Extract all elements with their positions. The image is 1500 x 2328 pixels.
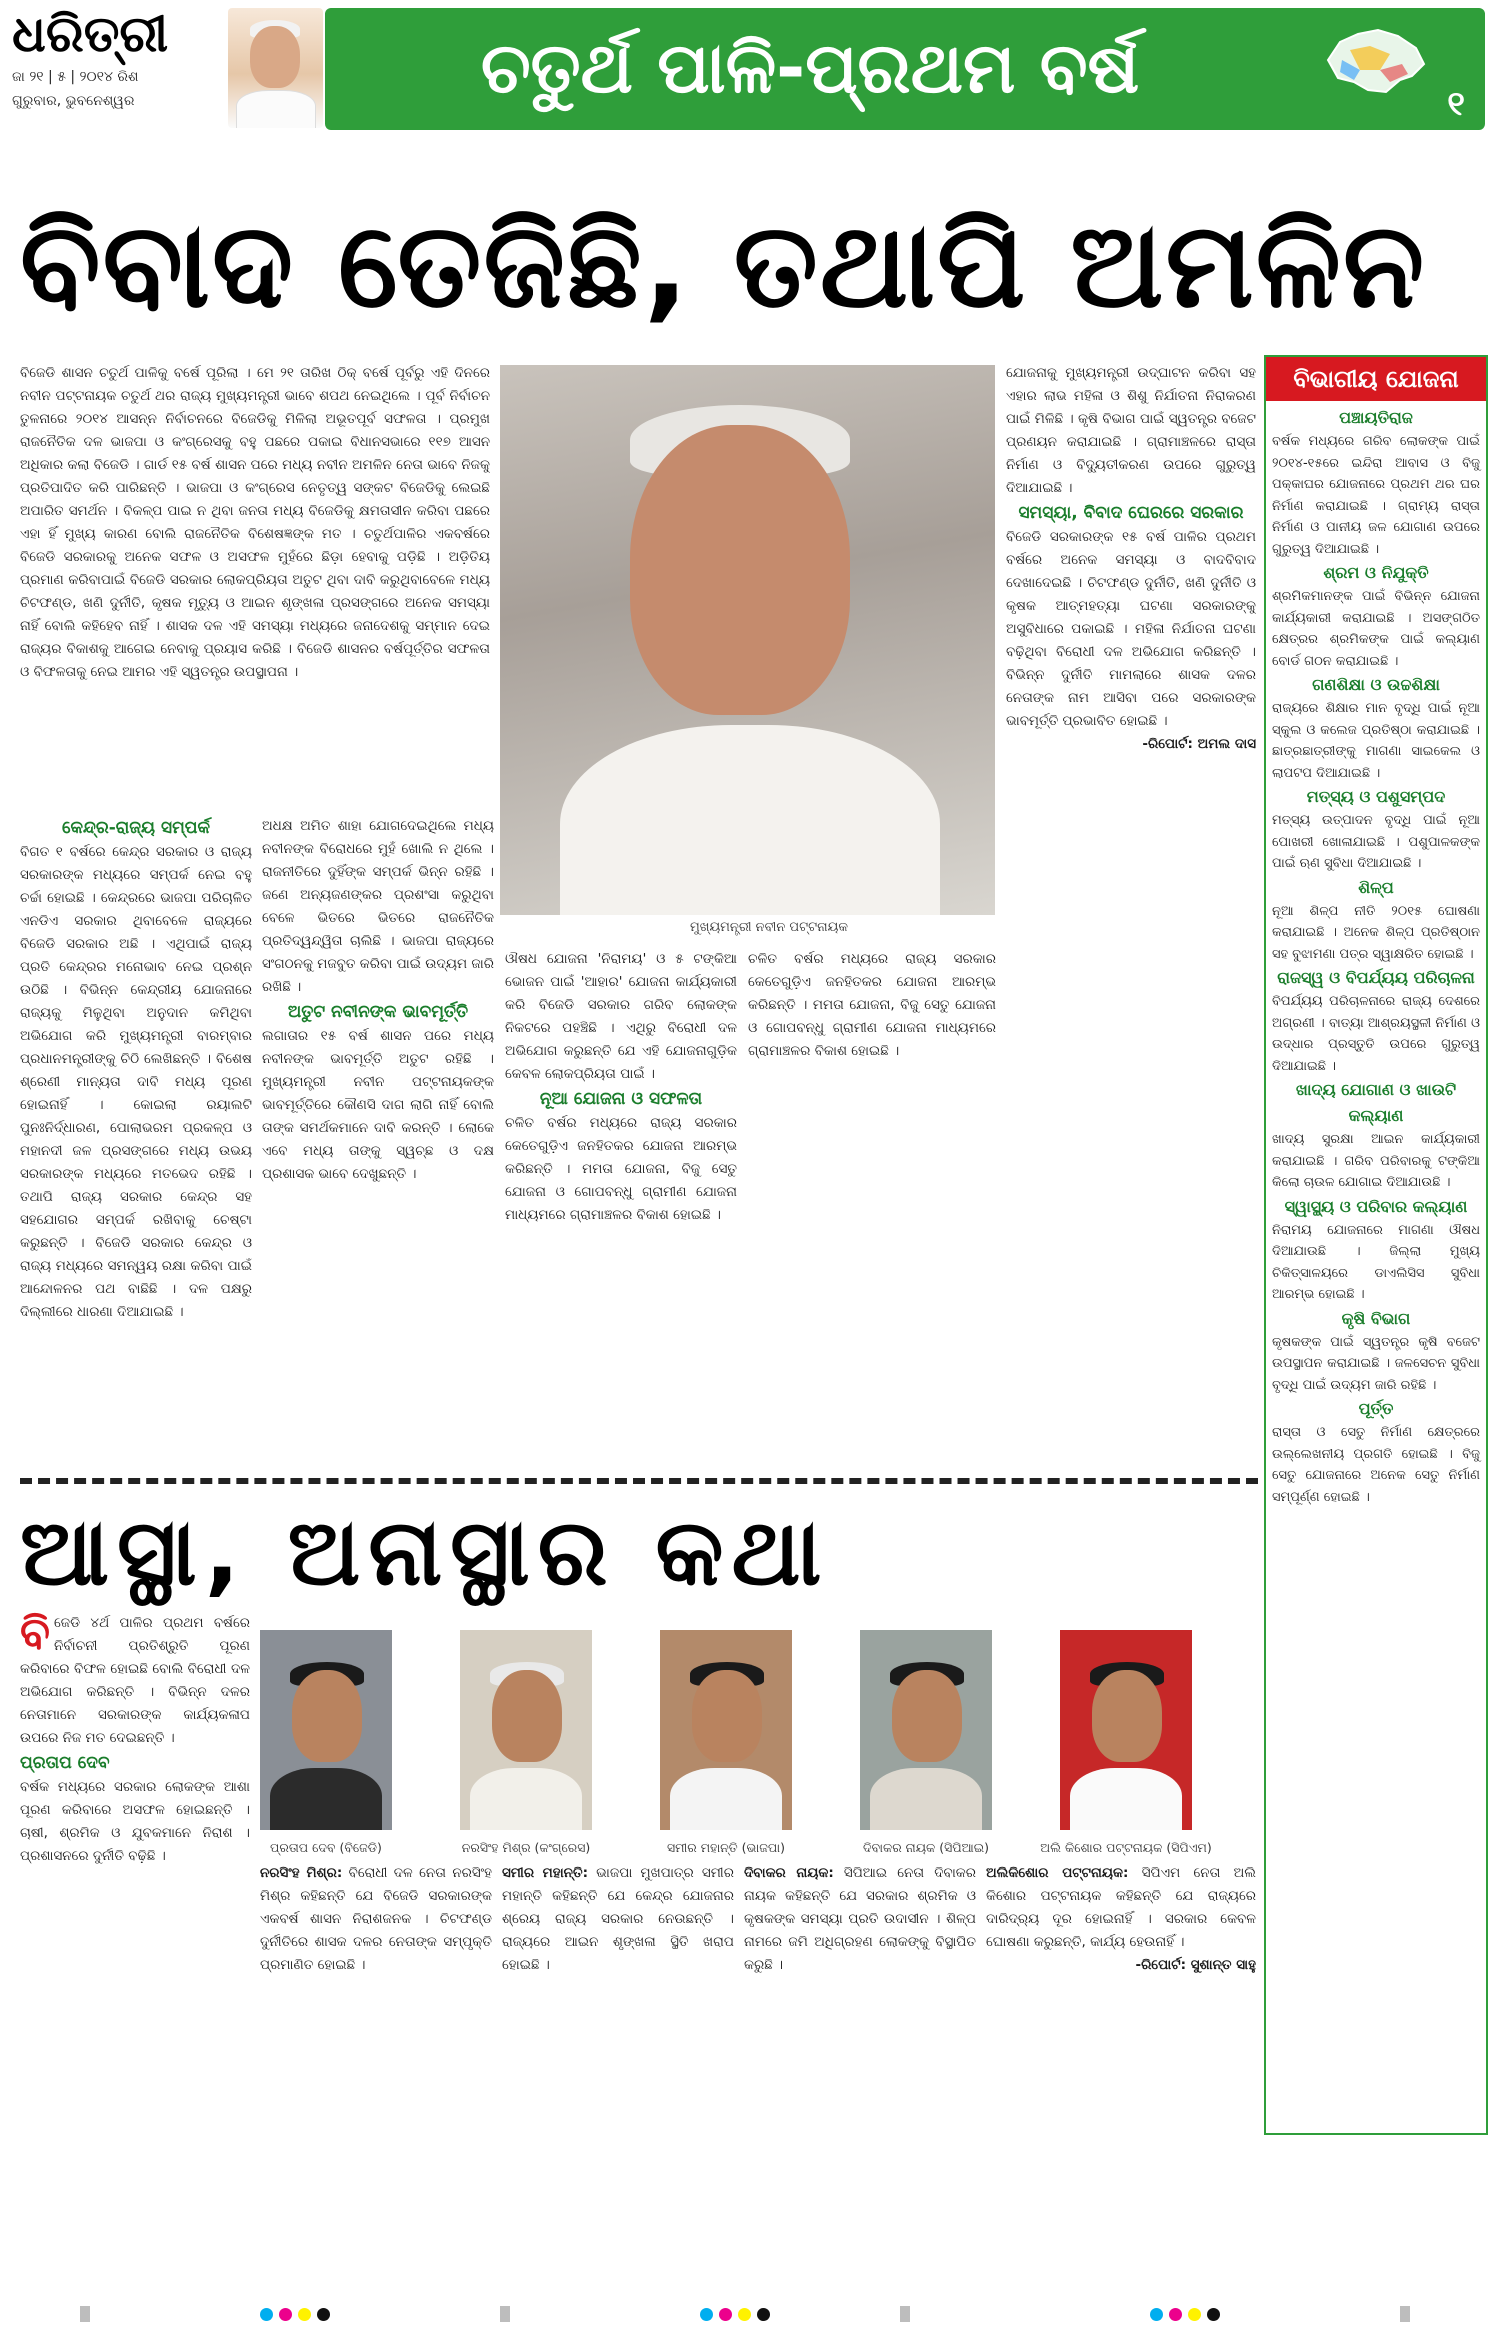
speaker-name: ଦିବାକର ନାୟକ: [744, 1865, 834, 1881]
issue-place: ଗୁରୁବାର, ଭୁବନେଶ୍ୱର [12, 93, 135, 109]
column-text: ବିଜେଡି ସରକାରଙ୍କ ୧୫ ବର୍ଷ ପାଳିର ପ୍ରଥମ ବର୍ଷରେ ଅନେକ ସମସ୍ୟା ଓ ବାଦବିବାଦ ଦେଖାଦେଇଛି । ଚିଟଫଣ୍ଡ ଦୁର୍ନୀତି, ଖଣି ଦୁର୍ନୀତି ଓ କୃଷକ ଆତ୍ମହତ୍ୟା ଘଟଣା ସରକାରଙ୍କୁ ଅସୁବିଧାରେ ପକାଇଛି । ମହିଳା ନିର୍ଯାତନା ଘଟଣା ବଢ଼ିଥିବା ବିରୋଧୀ ଦଳ ଅଭିଯୋଗ କରିଛନ୍ତି । ବିଭିନ୍ନ ଦୁର୍ନୀତି ମାମଲାରେ ଶାସକ ଦଳର ନେତାଙ୍କ ନାମ ଆସିବା ପରେ ସରକାରଙ୍କ ଭାବମୂର୍ତ୍ତି ପ୍ରଭାବିତ ହୋଇଛି । [1006, 529, 1256, 729]
section-heading: ଅତୁଟ ନବୀନଙ୍କ ଭାବମୂର୍ତ୍ତି [287, 1002, 469, 1022]
article-column-2 [262, 815, 494, 1465]
sidebar-section-heading: ପଞ୍ଚାୟତିରାଜ [1339, 408, 1413, 427]
sidebar-body [1266, 401, 1486, 1512]
anniversary-banner [325, 8, 1485, 130]
chief-minister-photo [500, 365, 995, 915]
second-story-column-3 [502, 1862, 734, 2297]
speaker-name: ଅଲିକିଶୋର ପଟ୍ଟନାୟକ: [986, 1865, 1129, 1881]
departmental-schemes-sidebar [1264, 355, 1488, 2135]
crop-mark [1400, 2306, 1410, 2322]
portrait-pratap-deb [260, 1630, 392, 1830]
sidebar-section-text: ନିରାମୟ ଯୋଜନାରେ ମାଗଣା ଔଷଧ ଦିଆଯାଉଛି । ଜିଲ୍ଲା ମୁଖ୍ୟ ଚିକିତ୍ସାଳୟରେ ଡାଏଲିସିସ ସୁବିଧା ଆରମ୍ଭ ହୋଇଛି । [1272, 1222, 1480, 1302]
main-headline: ବିବାଦ ତେଜିଛି, ତଥାପି ଅମଳିନ [20, 196, 1427, 334]
sidebar-section-heading: ପୂର୍ତ୍ତ [1358, 1399, 1394, 1418]
sidebar-section-heading: ମତ୍ସ୍ୟ ଓ ପଶୁସମ୍ପଦ [1306, 787, 1446, 806]
portrait-caption: ସମୀର ମହାନ୍ତି (ଭାଜପା) [667, 1840, 785, 1855]
portrait-caption: ନରସିଂହ ମିଶ୍ର (କଂଗ୍ରେସ) [461, 1840, 591, 1855]
crop-mark [900, 2306, 910, 2322]
section-heading: କେନ୍ଦ୍ର-ରାଜ୍ୟ ସମ୍ପର୍କ [61, 818, 211, 838]
sidebar-section-heading: ଖାଦ୍ୟ ଯୋଗାଣ ଓ ଖାଉଟି କଲ୍ୟାଣ [1295, 1080, 1457, 1125]
section-heading: ପ୍ରତାପ ଦେବ [20, 1753, 110, 1773]
reporter-byline: -ରିପୋର୍ଟ: ଅମଲ ଦାସ [1142, 736, 1256, 752]
chief-minister-thumbnail [228, 8, 323, 128]
article-column-5 [1006, 362, 1256, 1467]
section-heading: ସମସ୍ୟା, ବିବାଦ ଘେରରେ ସରକାର [1018, 503, 1244, 523]
column-text: ଚଳିତ ବର୍ଷର ମଧ୍ୟରେ ରାଜ୍ୟ ସରକାର କେତେଗୁଡ଼ିଏ ଜନହିତକର ଯୋଜନା ଆରମ୍ଭ କରିଛନ୍ତି । ମମତା ଯୋଜନା, ବିଜୁ ସେତୁ ଯୋଜନା ଓ ଗୋପବନ୍ଧୁ ଗ୍ରାମୀଣ ଯୋଜନା ମାଧ୍ୟମରେ ଗ୍ରାମାଞ୍ଚଳର ବିକାଶ ହୋଇଛି । [505, 1115, 737, 1223]
section-heading: ନୂଆ ଯୋଜନା ଓ ସଫଳତା [539, 1089, 703, 1109]
column-text: ଭାଜପା ମୁଖପାତ୍ର ସମୀର ମହାନ୍ତି କହିଛନ୍ତି ଯେ କେନ୍ଦ୍ର ଯୋଜନାର ଶ୍ରେୟ ରାଜ୍ୟ ସରକାର ନେଉଛନ୍ତି । ରାଜ୍ୟରେ ଆଇନ ଶୃଙ୍ଖଳା ସ୍ଥିତି ଖରାପ ହୋଇଛି । [502, 1865, 734, 1973]
column-text: ବିରୋଧୀ ଦଳ ନେତା ନରସିଂହ ମିଶ୍ର କହିଛନ୍ତି ଯେ ବିଜେଡି ସରକାରଙ୍କ ଏକବର୍ଷ ଶାସନ ନିରାଶଜନକ । ଚିଟଫଣ୍ଡ ଦୁର୍ନୀତିରେ ଶାସକ ଦଳର ନେତାଙ୍କ ସମ୍ପୃକ୍ତି ପ୍ରମାଣିତ ହୋଇଛି । [260, 1865, 492, 1973]
color-registration-marks [260, 2308, 330, 2321]
lead-intro [20, 362, 490, 802]
banner-title: ଚତୁର୍ଥ ପାଳି-ପ୍ରଥମ ବର୍ଷ [480, 27, 1140, 109]
sidebar-section-heading: ସ୍ୱାସ୍ଥ୍ୟ ଓ ପରିବାର କଲ୍ୟାଣ [1284, 1196, 1468, 1216]
portrait-caption: ପ୍ରତାପ ଦେବ (ବିଜେଡି) [270, 1840, 382, 1855]
sidebar-section-text: ଶ୍ରମିକମାନଙ୍କ ପାଇଁ ବିଭିନ୍ନ ଯୋଜନା କାର୍ଯ୍ୟକାରୀ କରାଯାଇଛି । ଅସଙ୍ଗଠିତ କ୍ଷେତ୍ରର ଶ୍ରମିକଙ୍କ ପାଇଁ କଲ୍ୟାଣ ବୋର୍ଡ ଗଠନ କରାଯାଇଛି । [1272, 589, 1480, 669]
column-text: ଅଧକ୍ଷ ଅମିତ ଶାହା ଯୋଗଦେଇଥିଲେ ମଧ୍ୟ ନବୀନଙ୍କ ବିରୋଧରେ ମୁହଁ ଖୋଲି ନ ଥିଲେ । ରାଜନୀତିରେ ଦୁହିଁଙ୍କ ସମ୍ପର୍କ ଭିନ୍ନ ରହିଛି । ଜଣେ ଅନ୍ୟଜଣଙ୍କର ପ୍ରଶଂସା କରୁଥିବା ବେଳେ ଭିତରେ ଭିତରେ ରାଜନୈତିକ ପ୍ରତିଦ୍ୱନ୍ଦ୍ୱିତା ଚାଲିଛି । ଭାଜପା ରାଜ୍ୟରେ ସଂଗଠନକୁ ମଜବୁତ କରିବା ପାଇଁ ଉଦ୍ୟମ ଜାରି ରଖିଛି । [262, 818, 494, 995]
page-number: ୧ [1447, 84, 1465, 124]
sidebar-section-heading: ଶ୍ରମ ଓ ନିଯୁକ୍ତି [1323, 563, 1429, 582]
second-story-column-2 [260, 1862, 492, 2297]
section-divider [20, 1478, 1258, 1484]
portrait-ali-kishore-patnaik [1060, 1630, 1192, 1830]
issue-date: ଜା ୨୧ | ୫ | ୨୦୧୪ ରିଶ [12, 69, 139, 85]
column-text: ଲଗାତାର ୧୫ ବର୍ଷ ଶାସନ ପରେ ମଧ୍ୟ ନବୀନଙ୍କ ଭାବମୂର୍ତ୍ତି ଅତୁଟ ରହିଛି । ମୁଖ୍ୟମନ୍ତ୍ରୀ ନବୀନ ପଟ୍ଟନାୟକଙ୍କ ଭାବମୂର୍ତ୍ତିରେ କୌଣସି ଦାଗ ଲାଗି ନାହିଁ ବୋଲି ତାଙ୍କ ସମର୍ଥକମାନେ ଦାବି କରନ୍ତି । ଲୋକେ ଏବେ ମଧ୍ୟ ତାଙ୍କୁ ସ୍ୱଚ୍ଛ ଓ ଦକ୍ଷ ପ୍ରଶାସକ ଭାବେ ଦେଖୁଛନ୍ତି । [262, 1028, 494, 1182]
article-column-1 [20, 815, 252, 1465]
color-registration-marks [700, 2308, 770, 2321]
crop-mark [80, 2306, 90, 2322]
color-registration-marks [1150, 2308, 1220, 2321]
article-column-4 [748, 948, 996, 1465]
odisha-map-icon [1320, 20, 1430, 100]
logo-block [12, 6, 227, 132]
second-story-column-4 [744, 1862, 976, 2297]
portrait-dibakar-nayak [860, 1630, 992, 1830]
lead-intro-text: ବିଜେଡି ଶାସନ ଚତୁର୍ଥ ପାଳିକୁ ବର୍ଷେ ପୂରିଲା । ମେ ୨୧ ତାରିଖ ଠିକ୍ ବର୍ଷେ ପୂର୍ବରୁ ଏହି ଦିନରେ ନବୀନ ପଟ୍ଟନାୟକ ଚତୁର୍ଥ ଥର ରାଜ୍ୟ ମୁଖ୍ୟମନ୍ତ୍ରୀ ଭାବେ ଶପଥ ନେଇଥିଲେ । ପୂର୍ବ ନିର୍ବାଚନ ତୁଳନାରେ ୨୦୧୪ ଆସନ୍ନ ନିର୍ବାଚନରେ ବିଜେଡିକୁ ମିଳିଲା ଅଭୂତପୂର୍ବ ସଫଳତା । ପ୍ରମୁଖ ରାଜନୈତିକ ଦଳ ଭାଜପା ଓ କଂଗ୍ରେସକୁ ବହୁ ପଛରେ ପକାଇ ବିଧାନସଭାରେ ୧୧୭ ଆସନ ଅଧିକାର କଲା ବିଜେଡି । ଗାର୍ଡ ୧୫ ବର୍ଷ ଶାସନ ପରେ ମଧ୍ୟ ନବୀନ ଅମଳିନ ନେତା ଭାବେ ନିଜକୁ ପ୍ରତିପାଦିତ କରି ପାରିଛନ୍ତି । ଭାଜପା ଓ କଂଗ୍ରେସ ନେତୃତ୍ୱ ସଙ୍କଟ ବିଜେଡିକୁ ଲେଇଛି ଅପାରିତ ସମର୍ଥନ । ବିକଳ୍ପ ପାଇ ନ ଥିବା ଜନତା ମଧ୍ୟ ବିଜେଡିକୁ କ୍ଷମତାସୀନ କରିବା ପଛରେ ଏହା ହିଁ ମୁଖ୍ୟ କାରଣ ବୋଲି ରାଜନୈତିକ ବିଶେଷଜ୍ଞଙ୍କ ମତ । ଚତୁର୍ଥପାଳିର ଏକବର୍ଷରେ ବିଜେଡି ସରକାରକୁ ଅନେକ ସଫଳ ଓ ଅସଫଳ ମୁହଁରେ ଛିଡ଼ା ହେବାକୁ ପଡ଼ିଛି । ଅଡ଼ିତିୟ ପ୍ରମାଣ କରିବାପାଇଁ ବିଜେଡି ସରକାର ଲୋକପ୍ରିୟତା ଅତୁଟ ଥିବା ଦାବି କରୁଥିବାବେଳେ ମଧ୍ୟ ଚିଟଫଣ୍ଡ, ଖଣି ଦୁର୍ନୀତି, କୃଷକ ମୃତ୍ୟୁ ଓ ଆଇନ ଶୃଙ୍ଖଳା ପ୍ରସଙ୍ଗରେ ଅନେକ ସମସ୍ୟା ନାହିଁ ବୋଲି କହିହେବ ନାହିଁ । ଶାସକ ଦଳ ଏହି ସମସ୍ୟା ମଧ୍ୟରେ ଜନାଦେଶକୁ ସମ୍ମାନ ଦେଇ ରାଜ୍ୟର ବିକାଶକୁ ଆଗେଇ ନେବାକୁ ପ୍ରୟାସ କରିଛି । ବିଜେଡି ଶାସନର ବର୍ଷପୂର୍ତ୍ତିର ସଫଳତା ଓ ବିଫଳତାକୁ ନେଇ ଆମର ଏହି ସ୍ୱତନ୍ତ୍ର ଉପସ୍ଥାପନା । [20, 365, 490, 680]
portrait-caption: ଅଲି କିଶୋର ପଟ୍ଟନାୟକ (ସିପିଏମ) [1040, 1840, 1212, 1855]
sidebar-section-heading: କୃଷି ବିଭାଗ [1341, 1308, 1411, 1328]
column-text: ଯୋଜନାକୁ ମୁଖ୍ୟମନ୍ତ୍ରୀ ଉଦ୍‌ଘାଟନ କରିବା ସହ ଏହାର ଲାଭ ମହିଳା ଓ ଶିଶୁ ନିର୍ଯାତନା ନିରାକରଣ ପାଇଁ ମିଳିଛି । କୃଷି ବିଭାଗ ପାଇଁ ସ୍ୱତନ୍ତ୍ର ବଜେଟ ପ୍ରଣୟନ କରାଯାଇଛି । ଗ୍ରାମାଞ୍ଚଳରେ ରାସ୍ତା ନିର୍ମାଣ ଓ ବିଦ୍ୟୁତୀକରଣ ଉପରେ ଗୁରୁତ୍ୱ ଦିଆଯାଇଛି । [1006, 365, 1256, 496]
sidebar-section-text: ନୂଆ ଶିଳ୍ପ ନୀତି ୨୦୧୫ ଘୋଷଣା କରାଯାଇଛି । ଅନେକ ଶିଳ୍ପ ପ୍ରତିଷ୍ଠାନ ସହ ବୁଝାମଣା ପତ୍ର ସ୍ୱାକ୍ଷରିତ ହୋଇଛି । [1272, 903, 1480, 962]
column-text: ସିପିଏମ ନେତା ଅଲି କିଶୋର ପଟ୍ଟନାୟକ କହିଛନ୍ତି ଯେ ରାଜ୍ୟରେ ଦାରିଦ୍ର୍ୟ ଦୂର ହୋଇନାହିଁ । ସରକାର କେବଳ ଘୋଷଣା କରୁଛନ୍ତି, କାର୍ଯ୍ୟ ହେଉନାହିଁ । [986, 1865, 1256, 1950]
sidebar-section-heading: ରାଜସ୍ୱ ଓ ବିପର୍ଯ୍ୟୟ ପରିଚାଳନା [1277, 968, 1475, 987]
crop-mark [500, 2306, 510, 2322]
reporter-byline: -ରିପୋର୍ଟ: ସୁଶାନ୍ତ ସାହୁ [1135, 1957, 1256, 1973]
portrait-samir-mohanty [660, 1630, 792, 1830]
speaker-name: ନରସିଂହ ମିଶ୍ର: [260, 1865, 343, 1881]
column-text: ଔଷଧ ଯୋଜନା 'ନିରାମୟ' ଓ ୫ ଟଙ୍କିଆ ଭୋଜନ ପାଇଁ 'ଆହାର' ଯୋଜନା କାର୍ଯ୍ୟକାରୀ କରି ବିଜେଡି ସରକାର ଗରିବ ଲୋକଙ୍କ ନିକଟରେ ପହଞ୍ଚିଛି । ଏଥିରୁ ବିରୋଧୀ ଦଳ ଅଭିଯୋଗ କରୁଛନ୍ତି ଯେ ଏହି ଯୋଜନାଗୁଡ଼ିକ କେବଳ ଲୋକପ୍ରିୟତା ପାଇଁ । [505, 951, 737, 1082]
sidebar-section-text: ରାସ୍ତା ଓ ସେତୁ ନିର୍ମାଣ କ୍ଷେତ୍ରରେ ଉଲ୍ଲେଖନୀୟ ପ୍ରଗତି ହୋଇଛି । ବିଜୁ ସେତୁ ଯୋଜନାରେ ଅନେକ ସେତୁ ନିର୍ମାଣ ସମ୍ପୂର୍ଣ୍ଣ ହୋଇଛି । [1272, 1425, 1480, 1505]
speaker-name: ସମୀର ମହାନ୍ତି: [502, 1865, 589, 1881]
sidebar-section-text: ରାଜ୍ୟରେ ଶିକ୍ଷାର ମାନ ବୃଦ୍ଧି ପାଇଁ ନୂଆ ସ୍କୁଲ ଓ କଲେଜ ପ୍ରତିଷ୍ଠା କରାଯାଇଛି । ଛାତ୍ରଛାତ୍ରୀଙ୍କୁ ମାଗଣା ସାଇକେଲ ଓ ଲାପଟପ ଦିଆଯାଇଛି । [1272, 701, 1480, 781]
second-headline: ଆସ୍ଥା, ଅନାସ୍ଥାର କଥା [20, 1499, 830, 1606]
sidebar-section-text: ବିପର୍ଯ୍ୟୟ ପରିଚାଳନାରେ ରାଜ୍ୟ ଦେଶରେ ଅଗ୍ରଣୀ । ବାତ୍ୟା ଆଶ୍ରୟସ୍ଥଳୀ ନିର୍ମାଣ ଓ ଉଦ୍ଧାର ପ୍ରସ୍ତୁତି ଉପରେ ଗୁରୁତ୍ୱ ଦିଆଯାଇଛି । [1272, 994, 1480, 1074]
sidebar-section-text: କୃଷକଙ୍କ ପାଇଁ ସ୍ୱତନ୍ତ୍ର କୃଷି ବଜେଟ ଉପସ୍ଥାପନ କରାଯାଇଛି । ଜଳସେଚନ ସୁବିଧା ବୃଦ୍ଧି ପାଇଁ ଉଦ୍ୟମ ଜାରି ରହିଛି । [1272, 1334, 1480, 1393]
sidebar-section-text: ବର୍ଷକ ମଧ୍ୟରେ ଗରିବ ଲୋକଙ୍କ ପାଇଁ ୨୦୧୪-୧୫ରେ ଇନ୍ଦିରା ଆବାସ ଓ ବିଜୁ ପକ୍କାଘର ଯୋଜନାରେ ପ୍ରଥମ ଥର ଘର ନିର୍ମାଣ କରାଯାଇଛି । ଗ୍ରାମ୍ୟ ରାସ୍ତା ନିର୍ମାଣ ଓ ପାନୀୟ ଜଳ ଯୋଗାଣ ଉପରେ ଗୁରୁତ୍ୱ ଦିଆଯାଇଛି । [1272, 434, 1480, 557]
second-story-column-5 [986, 1862, 1256, 2297]
column-text: ବିଗତ ୧ ବର୍ଷରେ କେନ୍ଦ୍ର ସରକାର ଓ ରାଜ୍ୟ ସରକାରଙ୍କ ମଧ୍ୟରେ ସମ୍ପର୍କ ନେଇ ବହୁ ଚର୍ଚ୍ଚା ହୋଇଛି । କେନ୍ଦ୍ରରେ ଭାଜପା ପରିଚାଳିତ ଏନଡିଏ ସରକାର ଥିବାବେଳେ ରାଜ୍ୟରେ ବିଜେଡି ସରକାର ଅଛି । ଏଥିପାଇଁ ରାଜ୍ୟ ପ୍ରତି କେନ୍ଦ୍ରର ମନୋଭାବ ନେଇ ପ୍ରଶ୍ନ ଉଠିଛି । ବିଭିନ୍ନ କେନ୍ଦ୍ରୀୟ ଯୋଜନାରେ ରାଜ୍ୟକୁ ମିଳୁଥିବା ଅନୁଦାନ କମିଥିବା ଅଭିଯୋଗ କରି ମୁଖ୍ୟମନ୍ତ୍ରୀ ବାରମ୍ବାର ପ୍ରଧାନମନ୍ତ୍ରୀଙ୍କୁ ଚିଠି ଲେଖିଛନ୍ତି । ବିଶେଷ ଶ୍ରେଣୀ ମାନ୍ୟତା ଦାବି ମଧ୍ୟ ପୂରଣ ହୋଇନାହିଁ । କୋଇଲା ରୟାଲଟି ପୁନଃନିର୍ଦ୍ଧାରଣ, ପୋଲାଭରମ ପ୍ରକଳ୍ପ ଓ ମହାନଦୀ ଜଳ ପ୍ରସଙ୍ଗରେ ମଧ୍ୟ ଉଭୟ ସରକାରଙ୍କ ମଧ୍ୟରେ ମତଭେଦ ରହିଛି । ତଥାପି ରାଜ୍ୟ ସରକାର କେନ୍ଦ୍ର ସହ ସହଯୋଗର ସମ୍ପର୍କ ରଖିବାକୁ ଚେଷ୍ଟା କରୁଛନ୍ତି । ବିଜେଡି ସରକାର କେନ୍ଦ୍ର ଓ ରାଜ୍ୟ ମଧ୍ୟରେ ସମନ୍ୱୟ ରକ୍ଷା କରିବା ପାଇଁ ଆନ୍ଦୋଳନର ପଥ ବାଛିଛି । ଦଳ ପକ୍ଷରୁ ଦିଲ୍ଲୀରେ ଧାରଣା ଦିଆଯାଇଛି । [20, 844, 252, 1320]
sidebar-title: ବିଭାଗୀୟ ଯୋଜନା [1266, 357, 1486, 401]
masthead [0, 0, 1500, 140]
photo-caption: ମୁଖ୍ୟମନ୍ତ୍ରୀ ନବୀନ ପଟ୍ଟନାୟକ [690, 920, 848, 935]
sidebar-section-text: ମତ୍ସ୍ୟ ଉତ୍ପାଦନ ବୃଦ୍ଧି ପାଇଁ ନୂଆ ପୋଖରୀ ଖୋଳାଯାଇଛି । ପଶୁପାଳକଙ୍କ ପାଇଁ ଋଣ ସୁବିଧା ଦିଆଯାଇଛି । [1272, 813, 1480, 871]
column-text: ବର୍ଷକ ମଧ୍ୟରେ ସରକାର ଲୋକଙ୍କ ଆଶା ପୂରଣ କରିବାରେ ଅସଫଳ ହୋଇଛନ୍ତି । ଚାଷୀ, ଶ୍ରମିକ ଓ ଯୁବକମାନେ ନିରାଶ । ପ୍ରଶାସନରେ ଦୁର୍ନୀତି ବଢ଼ିଛି । [20, 1779, 250, 1864]
portrait-caption: ଦିବାକର ନାୟକ (ସିପିଆଇ) [863, 1840, 989, 1855]
second-story-column-1 [20, 1612, 250, 2297]
drop-cap: ବି [20, 1612, 51, 1659]
newspaper-logo: ଧରିତ୍ରୀ [12, 4, 169, 63]
sidebar-section-heading: ଶିଳ୍ପ [1358, 877, 1394, 897]
column-text: ସିପିଆଇ ନେତା ଦିବାକର ନାୟକ କହିଛନ୍ତି ଯେ ସରକାର ଶ୍ରମିକ ଓ କୃଷକଙ୍କ ସମସ୍ୟା ପ୍ରତି ଉଦାସୀନ । ଶିଳ୍ପ ନାମରେ ଜମି ଅଧିଗ୍ରହଣ ଲୋକଙ୍କୁ ବିସ୍ଥାପିତ କରୁଛି । [744, 1865, 976, 1973]
column-text: ଚଳିତ ବର୍ଷର ମଧ୍ୟରେ ରାଜ୍ୟ ସରକାର କେତେଗୁଡ଼ିଏ ଜନହିତକର ଯୋଜନା ଆରମ୍ଭ କରିଛନ୍ତି । ମମତା ଯୋଜନା, ବିଜୁ ସେତୁ ଯୋଜନା ଓ ଗୋପବନ୍ଧୁ ଗ୍ରାମୀଣ ଯୋଜନା ମାଧ୍ୟମରେ ଗ୍ରାମାଞ୍ଚଳର ବିକାଶ ହୋଇଛି । [748, 951, 996, 1059]
sidebar-section-heading: ଗଣଶିକ୍ଷା ଓ ଉଚ୍ଚଶିକ୍ଷା [1312, 675, 1440, 694]
sidebar-section-text: ଖାଦ୍ୟ ସୁରକ୍ଷା ଆଇନ କାର୍ଯ୍ୟକାରୀ କରାଯାଇଛି । ଗରିବ ପରିବାରକୁ ଟଙ୍କିଆ କିଲୋ ଚାଉଳ ଯୋଗାଇ ଦିଆଯାଉଛି । [1272, 1132, 1480, 1190]
article-column-3 [505, 948, 737, 1465]
column-text: ଜେଡି ୪ର୍ଥ ପାଳିର ପ୍ରଥମ ବର୍ଷରେ ନିର୍ବାଚନୀ ପ୍ରତିଶ୍ରୁତି ପୂରଣ କରିବାରେ ବିଫଳ ହୋଇଛି ବୋଲି ବିରୋଧୀ ଦଳ ଅଭିଯୋଗ କରିଛନ୍ତି । ବିଭିନ୍ନ ଦଳର ନେତାମାନେ ସରକାରଙ୍କ କାର୍ଯ୍ୟକଳାପ ଉପରେ ନିଜ ମତ ଦେଇଛନ୍ତି । [20, 1615, 250, 1746]
portrait-narasingha-mishra [460, 1630, 592, 1830]
